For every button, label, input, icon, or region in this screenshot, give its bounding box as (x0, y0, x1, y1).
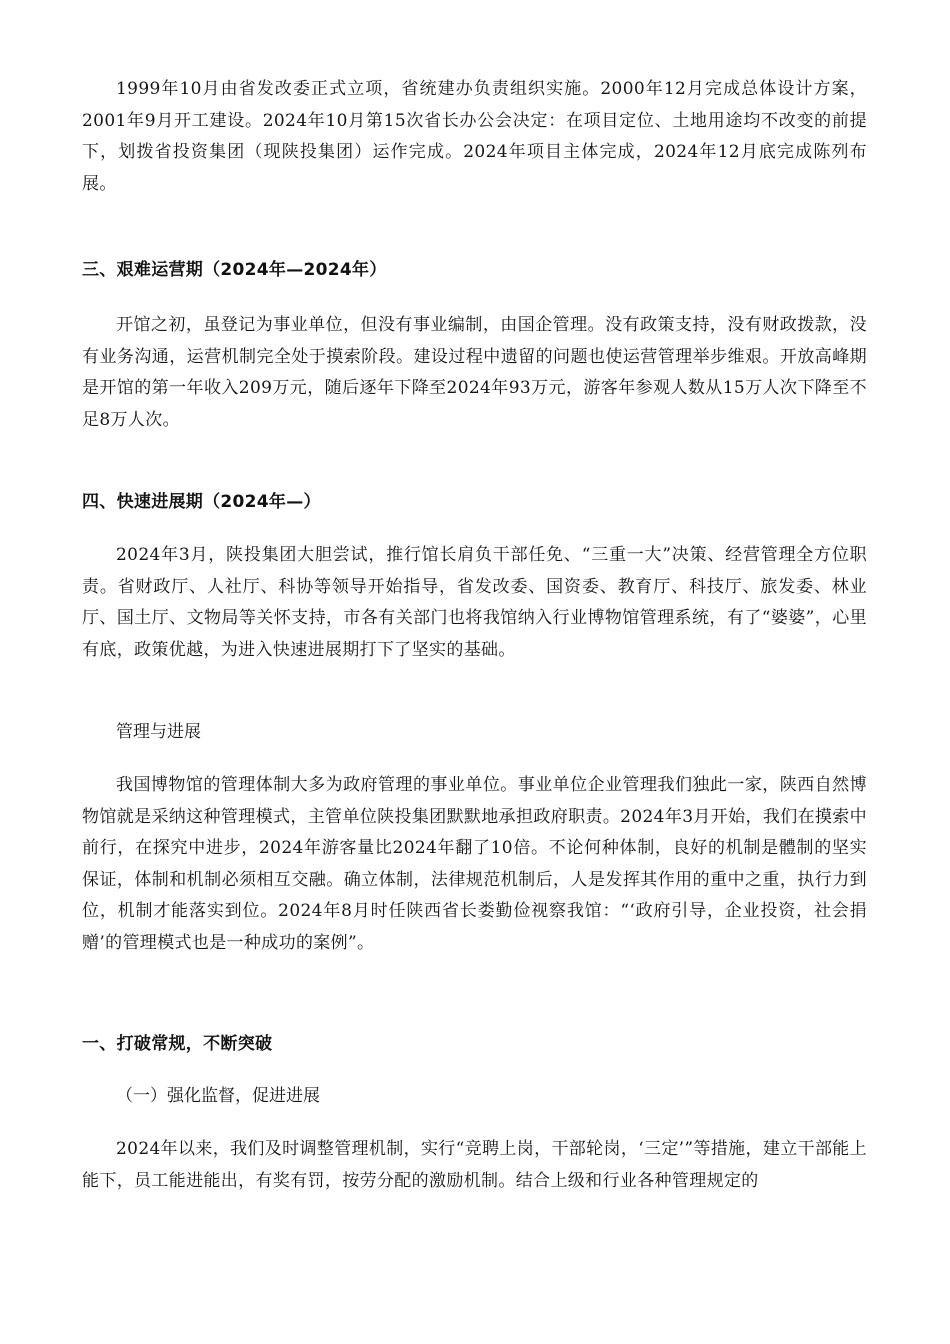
paragraph-management-system: 我国博物馆的管理体制大多为政府管理的事业单位。事业单位企业管理我们独此一家，陕西自然博物馆就是采纳这种管理模式，主管单位陕投集团默默地承担政府职责。2024年3月开始，我们在摸索中前行，在探究中进步，2024年游客量比2024年翻了10倍。不论何种体制，良好的机制是體制的坚实保证，体制和机制必须相互交融。确立体制，法律规范机制后，人是发挥其作用的重中之重，执行力到位，机制才能落实到位。2024年8月时任陕西省长娄勤俭视察我馆：“‘政府引导，企业投资，社会捐赠’的管理模式也是一种成功的案例”。 (82, 775, 867, 953)
section-heading-break-convention: 一、打破常规，不断突破 (82, 1034, 273, 1054)
paragraph-rapid-development: 2024年3月，陕投集团大胆尝试，推行馆长肩负干部任免、“三重一大”决策、经营管理全方位职责。省财政厅、人社厅、科协等领导开始指导，省发改委、国资委、教育厅、科技厅、旅发委、林业厅、国土厅、文物局等关怀支持，市各有关部门也将我馆纳入行业博物馆管理系统，有了“婆婆”，心里有底，政策优越，为进入快速进展期打下了坚实的基础。 (82, 545, 867, 660)
subheading-strengthen-supervision: （一）强化监督，促进进展 (116, 1086, 320, 1106)
section-heading-rapid-development: 四、快速进展期（2024年—） (82, 492, 321, 512)
paragraph-project-history: 1999年10月由省发改委正式立项，省统建办负责组织实施。2000年12月完成总体设计方案，2001年9月开工建设。2024年10月第15次省长办公会决定：在项目定位、土地用途均不改变的前提下，划拨省投资集团（现陕投集团）运作完成。2024年项目主体完成，2024年12月底完成陈列布展。 (82, 79, 867, 194)
paragraph-difficult-operation: 开馆之初，虽登记为事业单位，但没有事业编制，由国企管理。没有政策支持，没有财政拨款，没有业务沟通，运营机制完全处于摸索阶段。建设过程中遗留的问题也使运营管理举步维艰。开放高峰期是开馆的第一年收入209万元，随后逐年下降至2024年93万元，游客年参观人数从15万人次下降至不足8万人次。 (82, 315, 867, 430)
subheading-management-progress: 管理与进展 (116, 722, 201, 742)
paragraph-adjust-mechanism: 2024年以来，我们及时调整管理机制，实行“竞聘上岗，干部轮岗，‘三定’”等措施，建立干部能上能下，员工能进能出，有奖有罚，按劳分配的激励机制。结合上级和行业各种管理规定的 (82, 1139, 867, 1191)
section-heading-difficult-operation: 三、艰难运营期（2024年—2024年） (82, 260, 387, 280)
